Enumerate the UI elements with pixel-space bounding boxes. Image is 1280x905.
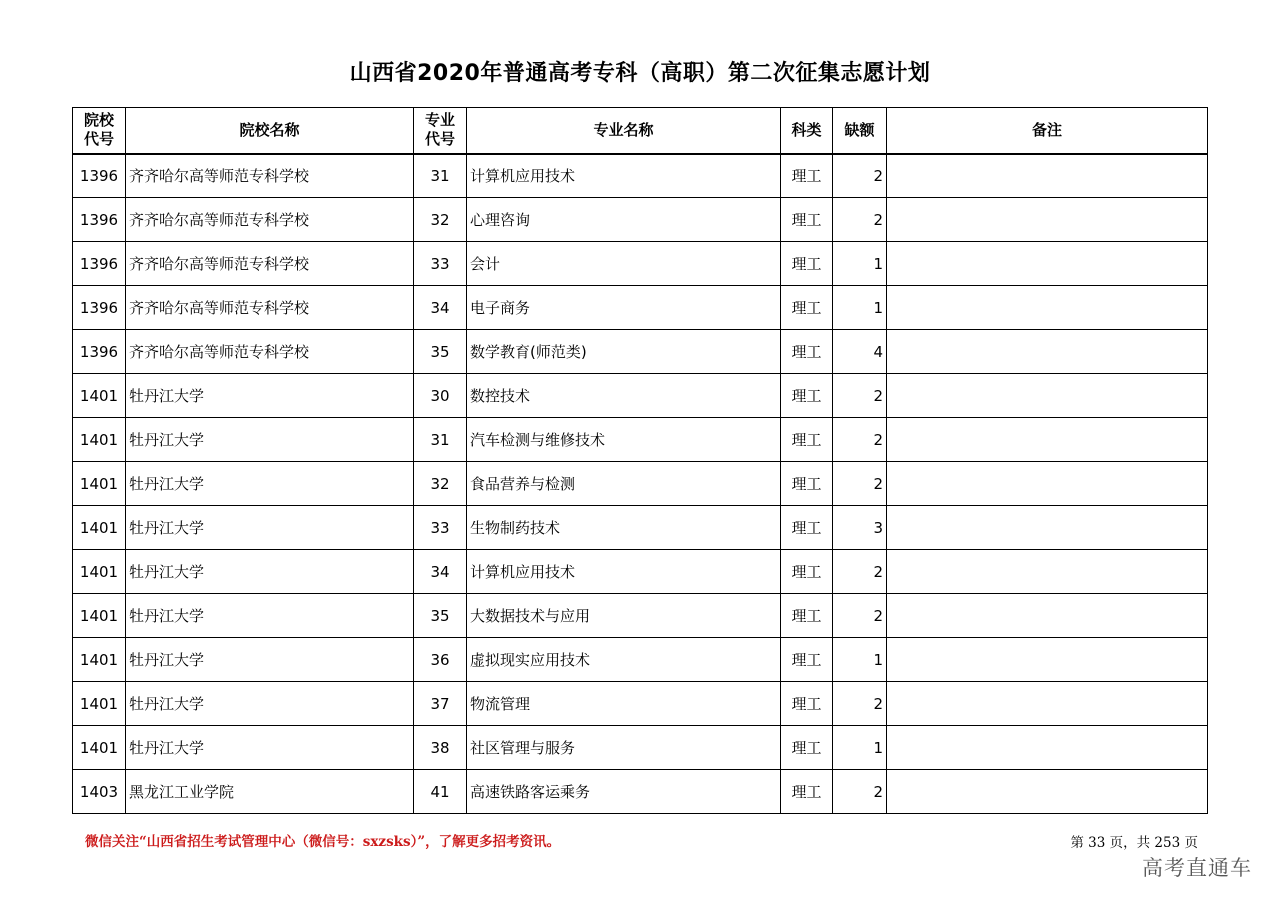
cell-school-code: 1401	[73, 594, 126, 638]
cell-major-code: 35	[414, 330, 467, 374]
cell-school-name: 牡丹江大学	[126, 682, 414, 726]
table-row	[73, 154, 1208, 198]
table-row	[73, 550, 1208, 594]
cell-category: 理工	[781, 286, 833, 330]
cell-school-name: 牡丹江大学	[126, 418, 414, 462]
cell-major-code: 31	[414, 418, 467, 462]
page-title: 山西省2020年普通高考专科（高职）第二次征集志愿计划	[349, 61, 931, 86]
cell-major-code: 33	[414, 242, 467, 286]
cell-school-code: 1403	[73, 770, 126, 814]
cell-school-code: 1396	[73, 242, 126, 286]
cell-major-name: 高速铁路客运乘务	[467, 770, 781, 814]
table-header	[73, 108, 1208, 154]
table-row	[73, 330, 1208, 374]
table-row	[73, 770, 1208, 814]
cell-major-name: 数控技术	[467, 374, 781, 418]
cell-category: 理工	[781, 550, 833, 594]
cell-note	[887, 198, 1208, 242]
cell-major-name: 电子商务	[467, 286, 781, 330]
cell-quota: 2	[833, 682, 887, 726]
cell-major-name: 社区管理与服务	[467, 726, 781, 770]
table-row	[73, 242, 1208, 286]
header-quota: 缺额	[833, 108, 887, 154]
cell-note	[887, 550, 1208, 594]
cell-major-code: 31	[414, 154, 467, 198]
cell-major-name: 会计	[467, 242, 781, 286]
header-note: 备注	[887, 108, 1208, 154]
cell-major-code: 37	[414, 682, 467, 726]
cell-quota: 2	[833, 462, 887, 506]
cell-major-name: 食品营养与检测	[467, 462, 781, 506]
cell-school-code: 1401	[73, 418, 126, 462]
cell-school-name: 牡丹江大学	[126, 638, 414, 682]
cell-category: 理工	[781, 462, 833, 506]
cell-major-name: 计算机应用技术	[467, 154, 781, 198]
cell-school-name: 牡丹江大学	[126, 506, 414, 550]
enrollment-plan-table	[72, 107, 1208, 814]
cell-quota: 2	[833, 770, 887, 814]
cell-school-name: 齐齐哈尔高等师范专科学校	[126, 154, 414, 198]
cell-major-code: 34	[414, 286, 467, 330]
cell-category: 理工	[781, 198, 833, 242]
cell-school-name: 齐齐哈尔高等师范专科学校	[126, 286, 414, 330]
table-row	[73, 594, 1208, 638]
cell-quota: 2	[833, 374, 887, 418]
cell-school-name: 牡丹江大学	[126, 550, 414, 594]
cell-school-code: 1401	[73, 374, 126, 418]
cell-major-code: 34	[414, 550, 467, 594]
cell-major-name: 物流管理	[467, 682, 781, 726]
cell-quota: 2	[833, 594, 887, 638]
cell-major-code: 33	[414, 506, 467, 550]
cell-note	[887, 594, 1208, 638]
cell-note	[887, 726, 1208, 770]
cell-school-code: 1401	[73, 506, 126, 550]
cell-category: 理工	[781, 374, 833, 418]
cell-category: 理工	[781, 682, 833, 726]
cell-major-name: 大数据技术与应用	[467, 594, 781, 638]
cell-school-name: 牡丹江大学	[126, 726, 414, 770]
cell-school-code: 1401	[73, 638, 126, 682]
table-row	[73, 198, 1208, 242]
header-major-code: 专业 代号	[414, 108, 467, 154]
cell-school-name: 牡丹江大学	[126, 374, 414, 418]
cell-major-code: 32	[414, 462, 467, 506]
cell-note	[887, 682, 1208, 726]
cell-category: 理工	[781, 154, 833, 198]
header-row	[73, 108, 1208, 154]
header-category: 科类	[781, 108, 833, 154]
cell-note	[887, 330, 1208, 374]
cell-note	[887, 242, 1208, 286]
cell-note	[887, 154, 1208, 198]
cell-quota: 2	[833, 418, 887, 462]
cell-category: 理工	[781, 726, 833, 770]
cell-school-code: 1401	[73, 726, 126, 770]
cell-quota: 2	[833, 154, 887, 198]
cell-major-name: 心理咨询	[467, 198, 781, 242]
cell-major-code: 41	[414, 770, 467, 814]
cell-major-code: 36	[414, 638, 467, 682]
cell-major-name: 汽车检测与维修技术	[467, 418, 781, 462]
header-major-name: 专业名称	[467, 108, 781, 154]
table-row	[73, 682, 1208, 726]
cell-note	[887, 506, 1208, 550]
cell-school-name: 牡丹江大学	[126, 594, 414, 638]
cell-note	[887, 638, 1208, 682]
cell-school-code: 1396	[73, 198, 126, 242]
cell-category: 理工	[781, 594, 833, 638]
table-row	[73, 726, 1208, 770]
cell-quota: 3	[833, 506, 887, 550]
cell-category: 理工	[781, 418, 833, 462]
cell-major-code: 38	[414, 726, 467, 770]
cell-quota: 1	[833, 726, 887, 770]
watermark: 高考直通车	[1142, 856, 1252, 880]
cell-major-name: 虚拟现实应用技术	[467, 638, 781, 682]
cell-major-code: 30	[414, 374, 467, 418]
wechat-notice: 微信关注“山西省招生考试管理中心（微信号：sxzsks）”，了解更多招考资讯。	[85, 834, 561, 850]
table-row	[73, 638, 1208, 682]
table-row	[73, 286, 1208, 330]
cell-school-code: 1401	[73, 550, 126, 594]
cell-school-code: 1401	[73, 462, 126, 506]
cell-major-code: 32	[414, 198, 467, 242]
cell-quota: 1	[833, 638, 887, 682]
cell-category: 理工	[781, 242, 833, 286]
header-school-code: 院校 代号	[73, 108, 126, 154]
cell-school-code: 1396	[73, 154, 126, 198]
table-row	[73, 374, 1208, 418]
cell-school-code: 1396	[73, 330, 126, 374]
cell-major-name: 生物制药技术	[467, 506, 781, 550]
table-body	[73, 154, 1208, 814]
cell-quota: 1	[833, 286, 887, 330]
table-row	[73, 418, 1208, 462]
cell-category: 理工	[781, 330, 833, 374]
cell-school-code: 1396	[73, 286, 126, 330]
cell-note	[887, 286, 1208, 330]
cell-quota: 2	[833, 198, 887, 242]
cell-school-code: 1401	[73, 682, 126, 726]
cell-note	[887, 374, 1208, 418]
table-row	[73, 506, 1208, 550]
cell-category: 理工	[781, 770, 833, 814]
cell-school-name: 牡丹江大学	[126, 462, 414, 506]
cell-school-name: 齐齐哈尔高等师范专科学校	[126, 242, 414, 286]
cell-category: 理工	[781, 638, 833, 682]
cell-note	[887, 418, 1208, 462]
cell-note	[887, 462, 1208, 506]
table-row	[73, 462, 1208, 506]
cell-school-name: 黑龙江工业学院	[126, 770, 414, 814]
cell-quota: 4	[833, 330, 887, 374]
cell-quota: 1	[833, 242, 887, 286]
cell-note	[887, 770, 1208, 814]
page-number: 第 33 页，共 253 页	[1070, 835, 1198, 851]
cell-major-name: 计算机应用技术	[467, 550, 781, 594]
cell-school-name: 齐齐哈尔高等师范专科学校	[126, 330, 414, 374]
cell-major-name: 数学教育(师范类)	[467, 330, 781, 374]
cell-school-name: 齐齐哈尔高等师范专科学校	[126, 198, 414, 242]
cell-major-code: 35	[414, 594, 467, 638]
cell-quota: 2	[833, 550, 887, 594]
cell-category: 理工	[781, 506, 833, 550]
header-school-name: 院校名称	[126, 108, 414, 154]
